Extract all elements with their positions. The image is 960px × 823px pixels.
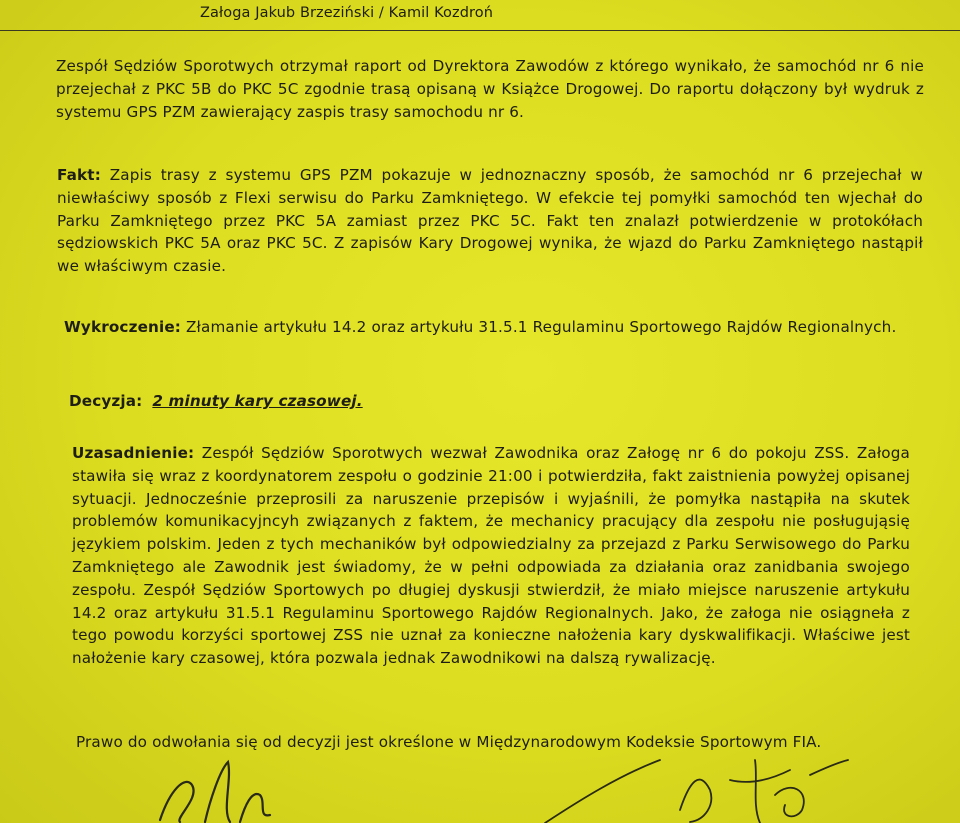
justification-paragraph <box>72 442 910 670</box>
decision-text: 2 minuty kary czasowej. <box>152 392 363 410</box>
fact-label: Fakt: <box>57 166 101 184</box>
appeal-paragraph: Prawo do odwołania się od decyzji jest określone w Międzynarodowym Kodeksie Sportowym FIA. <box>76 733 822 751</box>
crew-names: Jakub Brzeziński / Kamil Kozdroń <box>255 5 494 21</box>
fact-paragraph <box>57 164 923 278</box>
decision-label: Decyzja: <box>69 392 143 410</box>
offense-paragraph <box>64 316 916 339</box>
decision-paragraph <box>69 390 909 413</box>
crew-label: Załoga <box>200 5 251 21</box>
justification-text: Zespół Sędziów Sporotwych wezwał Zawodnika oraz Załogę nr 6 do pokoju ZSS. Załoga stawiła się wraz z koordynatorem zespołu o godzinie 21:00 i potwierdziła, fakt zaistnienia powyżej opisanej sytuacji. Jednocześnie przeprosili za naruszenie przepisów i wyjaśnili, że pomyłka nastąpiła na skutek problemów komunikacyjncyh związanych z faktem, że mechanicy pracujący dla zespołu nie posługująsię językiem polskim. Jeden z tych mechaników był odpowiedzialny za przejazd z Parku Serwisowego do Parku Zamkniętego ale Zawodnik jest świadomy, że w pełni odpowiada za działania oraz zanidbania swojego zespołu. Zespół Sędziów Sportowych po długiej dyskusji stwierdził, że miało miejsce naruszenie artykułu 14.2 oraz artykułu 31.5.1 Regulaminu Sportowego Rajdów Regionalnych. Jako, że załoga nie osiągneła z tego powodu korzyści sportowej ZSS nie uznał za konieczne nałożenia kary dyskwalifikacji. Właściwe jest nałożenie kary czasowej, która pozwala jednak Zawodnikowi na dalszą rywalizację. <box>72 444 910 668</box>
offense-label: Wykroczenie: <box>64 318 182 336</box>
signature-right <box>540 750 850 823</box>
intro-paragraph: Zespół Sędziów Sporotwych otrzymał raport od Dyrektora Zawodów z którego wynikało, że samochód nr 6 nie przejechał z PKC 5B do PKC 5C zgodnie trasą opisaną w Książce Drogowej. Do raportu dołączony był wydruk z systemu GPS PZM zawierający zaspis trasy samochodu nr 6. <box>56 57 924 121</box>
crew-line-text <box>200 5 493 21</box>
fact-text: Zapis trasy z systemu GPS PZM pokazuje w jednoznaczny sposób, że samochód nr 6 przejechał w niewłaściwy sposób z Flexi serwisu do Parku Zamkniętego. W efekcie tej pomyłki samochód ten wjechał do Parku Zamkniętego przez PKC 5A zamiast przez PKC 5C. Fakt ten znalazł potwierdzenie w protokółach sędziowskich PKC 5A oraz PKC 5C. Z zapisów Kary Drogowej wynika, że wjazd do Parku Zamkniętego nastąpił we właściwym czasie. <box>57 166 923 276</box>
crew-header <box>0 0 960 31</box>
signature-left <box>150 750 290 823</box>
offense-text: Złamanie artykułu 14.2 oraz artykułu 31.5.1 Regulaminu Sportowego Rajdów Regionalnych. <box>181 318 897 336</box>
justification-label: Uzasadnienie: <box>72 444 195 462</box>
